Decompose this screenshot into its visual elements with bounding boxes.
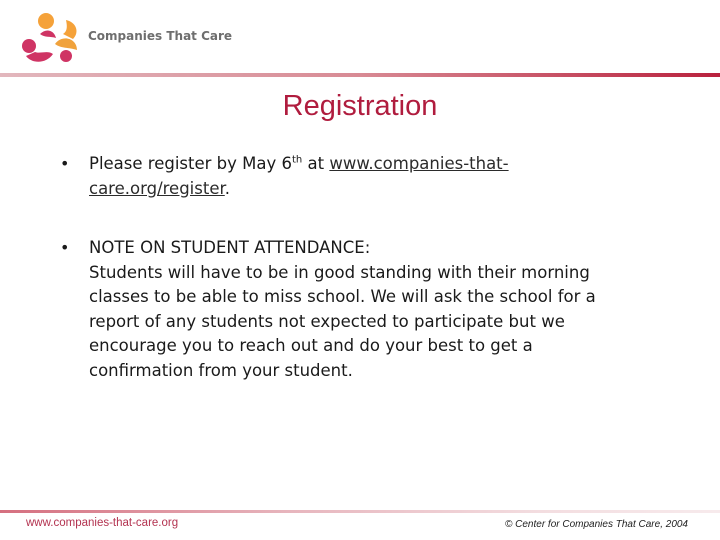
footer-divider [0, 510, 720, 513]
date-suffix: th [292, 154, 303, 166]
footer-copyright: © Center for Companies That Care, 2004 [504, 519, 688, 530]
attendance-note-line: classes to be able to miss school. We will ask the school for a [89, 287, 596, 306]
slide-title [0, 90, 720, 123]
brand-name: Companies That Care [88, 29, 233, 43]
bullet-registration [60, 152, 670, 201]
attendance-note-line: encourage you to reach out and do your best to get a [89, 336, 533, 355]
registration-text-mid: at [302, 154, 330, 173]
bullet-dot-icon: • [60, 238, 70, 257]
bullet-registration-text [89, 152, 670, 201]
bullet-attendance-note [60, 236, 670, 383]
attendance-note-line: Students will have to be in good standing with their morning [89, 262, 590, 282]
register-link-part2[interactable]: care.org/register [89, 178, 225, 198]
slide-title-text: Registration [282, 90, 438, 122]
register-link-part1[interactable]: www.companies-that- [329, 154, 509, 173]
bullet-dot-icon: • [60, 154, 70, 173]
attendance-note-text [89, 236, 670, 383]
footer-url[interactable]: www.companies-that-care.org [26, 517, 179, 529]
attendance-note-line: report of any students not expected to participate but we [89, 311, 565, 331]
registration-text-after: . [224, 178, 230, 198]
attendance-note-heading: NOTE ON STUDENT ATTENDANCE: [89, 238, 371, 257]
companies-that-care-logo-icon [22, 12, 84, 64]
attendance-note-line: confirmation from your student. [89, 360, 353, 380]
header-divider [0, 73, 720, 77]
registration-text-before: Please register by May 6 [89, 154, 293, 173]
